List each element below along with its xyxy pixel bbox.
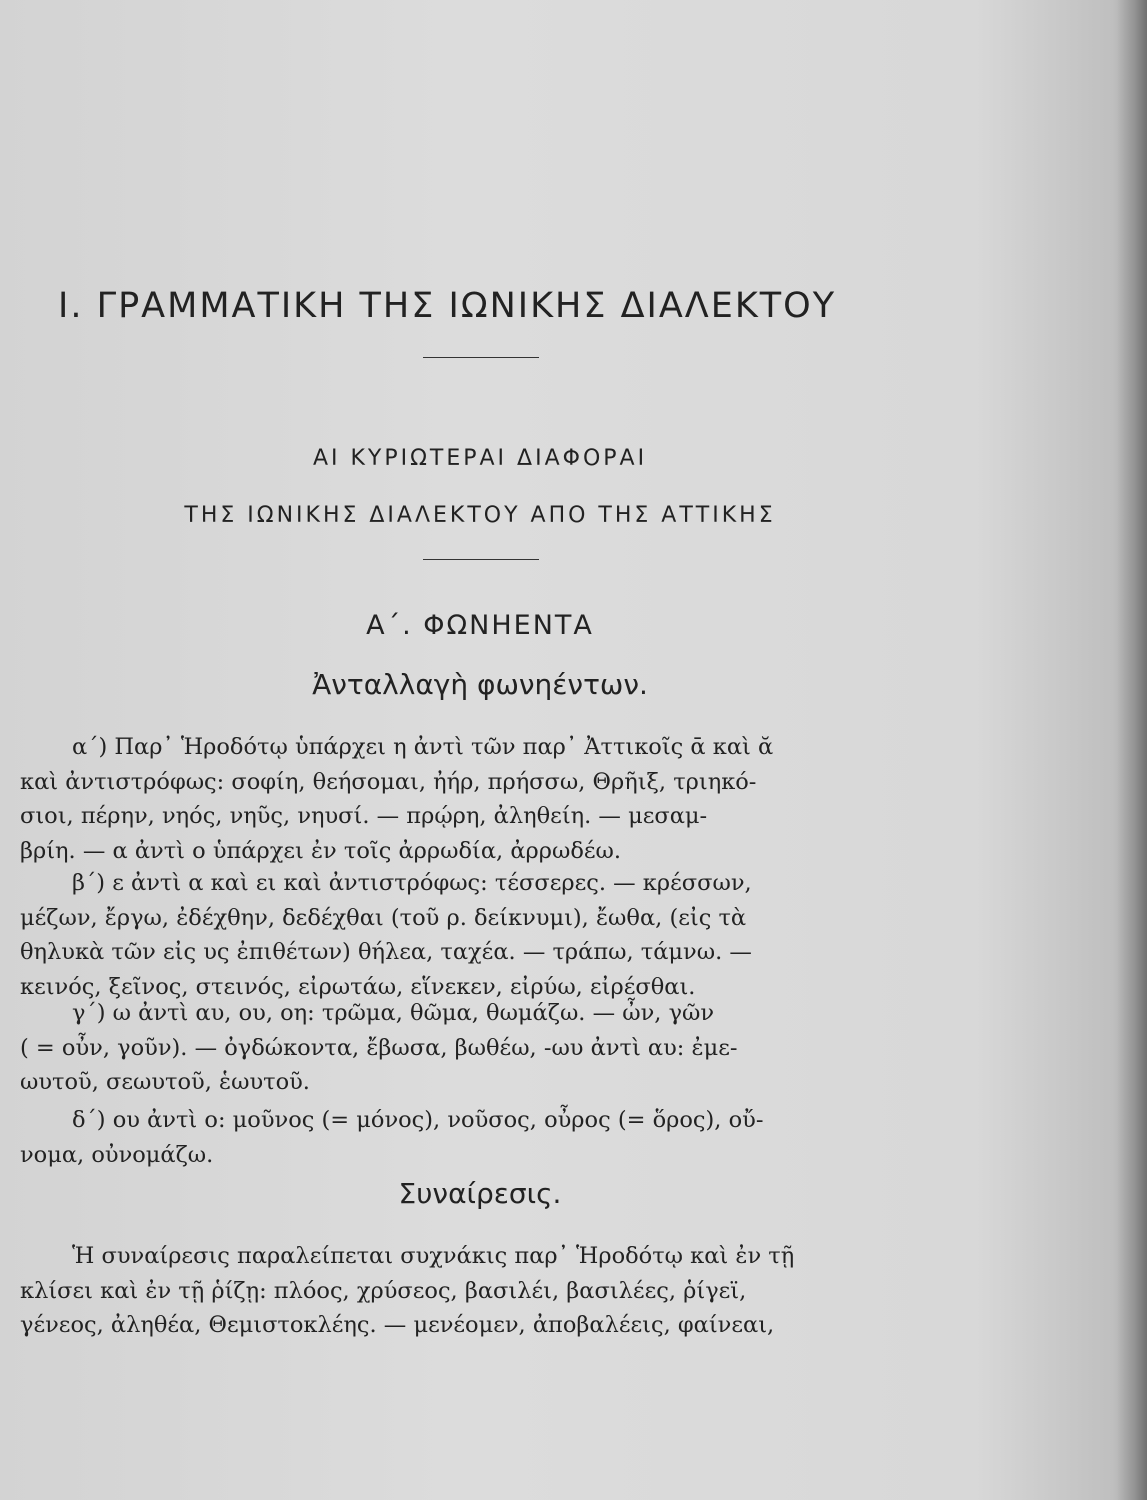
text-line: δ΄) ου ἀντὶ ο: μοῦνος (= μόνος), νοῦσος, οὖρος (= ὅρος), οὔ- <box>72 1107 764 1133</box>
text-line: μέζων, ἔργω, ἐδέχθην, δεδέχθαι (τοῦ ρ. δείκνυμι), ἔωθα, (εἰς τὰ <box>20 904 747 931</box>
subsection-heading-vowel-exchange: Ἀνταλλαγὴ φωνηέντων. <box>312 668 648 701</box>
text-line: β΄) ε ἀντὶ α καὶ ει καὶ ἀντιστρόφως: τέσσερες. — κρέσσων, <box>72 870 752 896</box>
chapter-title: I. ΓΡΑΜΜΑΤΙΚΗ ΤΗΣ ΙΩΝΙΚΗΣ ΔΙΑΛΕΚΤΟΥ <box>58 286 837 326</box>
paragraph-gamma <box>20 996 944 1100</box>
subsection-heading-contraction: Συναίρεσις. <box>398 1177 562 1210</box>
text-line: Ἡ συναίρεσις παραλείπεται συχνάκις παρ᾽ Ἡροδότῳ καὶ ἐν τῇ <box>72 1243 795 1269</box>
paragraph-delta <box>20 1103 944 1172</box>
text-line: σιοι, πέρην, νηός, νηῦς, νηυσί. — πρῴρη, ἀληθείη. — μεσαμ- <box>20 803 708 829</box>
text-line: κλίσει καὶ ἐν τῇ ῥίζῃ: πλόος, χρύσεος, βασιλέι, βασιλέες, ῥίγεϊ, <box>20 1277 747 1304</box>
text-line: α΄) Παρ᾽ Ἡροδότῳ ὑπάρχει η ἀντὶ τῶν παρ᾽ Ἀττικοῖς ᾱ καὶ ᾰ <box>72 734 774 760</box>
text-line: νομα, οὐνομάζω. <box>20 1141 214 1168</box>
section-heading: Α΄. ΦΩΝΗΕΝΤΑ <box>366 610 594 641</box>
subtitle-line-2: ΤΗΣ ΙΩΝΙΚΗΣ ΔΙΑΛΕΚΤΟΥ ΑΠΟ ΤΗΣ ΑΤΤΙΚΗΣ <box>184 503 776 528</box>
paragraph-beta <box>20 866 944 1004</box>
text-line: γένεος, ἀληθέα, Θεμιστοκλέης. — μενέομεν, ἀποβαλέεις, φαίνεαι, <box>20 1312 775 1338</box>
text-line: κεινός, ξεῖνος, στεινός, εἰρωτάω, εἵνεκεν, εἰρύω, εἰρέσθαι. <box>20 973 696 1000</box>
subtitle-divider <box>423 559 539 560</box>
text-line: γ΄) ω ἀντὶ αυ, ου, οη: τρῶμα, θῶμα, θωμάζω. — ὦν, γῶν <box>72 1000 715 1026</box>
text-line: ωυτοῦ, σεωυτοῦ, ἑωυτοῦ. <box>20 1069 310 1095</box>
text-line: καὶ ἀντιστρόφως: σοφίη, θεήσομαι, ἠήρ, πρήσσω, Θρῆιξ, τριηκό- <box>20 768 757 795</box>
paragraph-alpha <box>20 730 944 868</box>
subtitle-line-1: ΑΙ ΚΥΡΙΩΤΕΡΑΙ ΔΙΑΦΟΡΑΙ <box>312 446 648 471</box>
text-line: ( = οὖν, γοῦν). — ὀγδώκοντα, ἔβωσα, βωθέω, -ωυ ἀντὶ αυ: ἐμε- <box>20 1034 738 1061</box>
text-line: θηλυκὰ τῶν εἰς υς ἐπιθέτων) θήλεα, ταχέα. — τράπω, τάμνω. — <box>20 939 752 965</box>
page-edge-shadow <box>1117 0 1147 1500</box>
text-line: βρίη. — α ἀντὶ ο ὑπάρχει ἐν τοῖς ἀρρωδία, ἀρρωδέω. <box>20 837 622 864</box>
paragraph-contraction <box>20 1239 944 1343</box>
title-divider <box>423 357 539 358</box>
